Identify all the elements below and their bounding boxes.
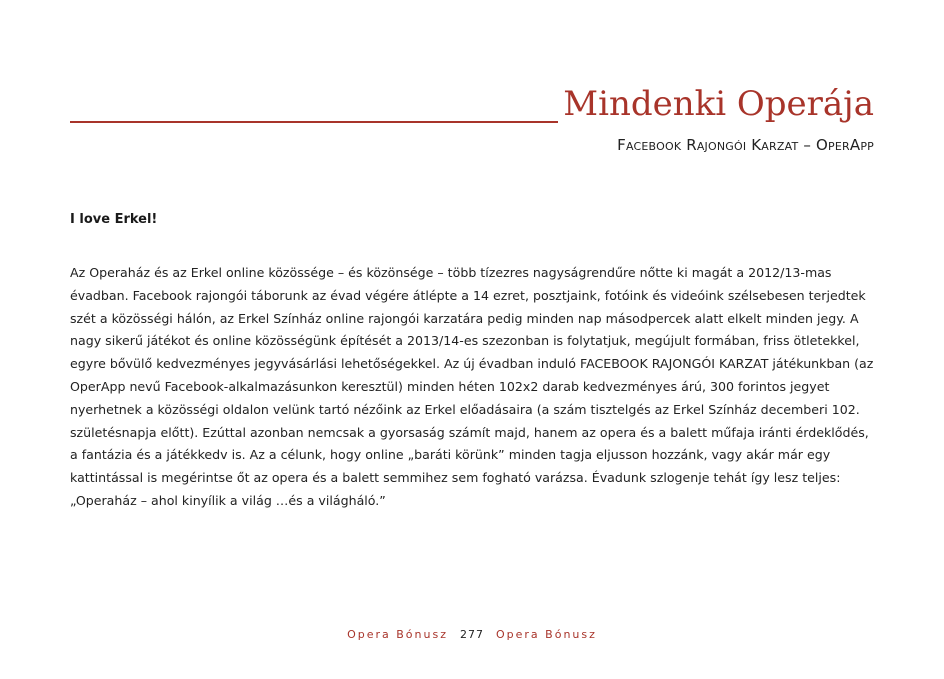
header-rule [70,121,558,123]
article-heading: I love Erkel! [70,212,158,227]
footer-brand-right: Opera Bónusz [496,628,597,641]
footer-brand-left: Opera Bónusz [347,628,448,641]
page-title: Mindenki Operája [563,84,874,124]
page-footer [0,628,944,642]
page-number: 277 [460,628,484,641]
page-subtitle: Facebook Rajongói Karzat – OperApp [617,136,874,154]
article-body: Az Operaház és az Erkel online közössége – és közönsége – több tízezres nagyságrendűre nőtte ki magát a 2012/13-mas évadban. Facebook rajongói táborunk az évad végére átlépte a 14 ezret, posztjaink, fotóink és videóink szélsebesen terjedtek szét a közösségi hálón, az Erkel Színház online rajongói karzatára pedig minden nap másodpercek alatt elkelt minden jegy. A nagy sikerű játékot és online közösségünk építését a 2013/14-es szezonban is folytatjuk, megújult formában, friss ötletekkel, egyre bővülő kedvezményes jegyvásárlási lehetőségekkel. Az új évadban induló FACEBOOK RAJONGÓI KARZAT játékunkban (az OperApp nevű Facebook-alkalmazásunkon keresztül) minden héten 102x2 darab kedvezményes árú, 300 forintos jegyet nyerhetnek a közösségi oldalon velünk tartó nézőink az Erkel előadásaira (a szám tisztelgés az Erkel Színház decemberi 102. születésnapja előtt). Ezúttal azonban nemcsak a gyorsaság számít majd, hanem az opera és a balett műfaja iránti érdeklődés, a fantázia és a játékkedv is. Az a célunk, hogy online „baráti körünk” minden tagja eljusson hozzánk, vagy akár már egy kattintással is megérintse őt az opera és a balett semmihez sem fogható varázsa. Évadunk szlogenje tehát így lesz teljes: „Operaház – ahol kinyílik a világ …és a világháló.” [70,265,874,508]
